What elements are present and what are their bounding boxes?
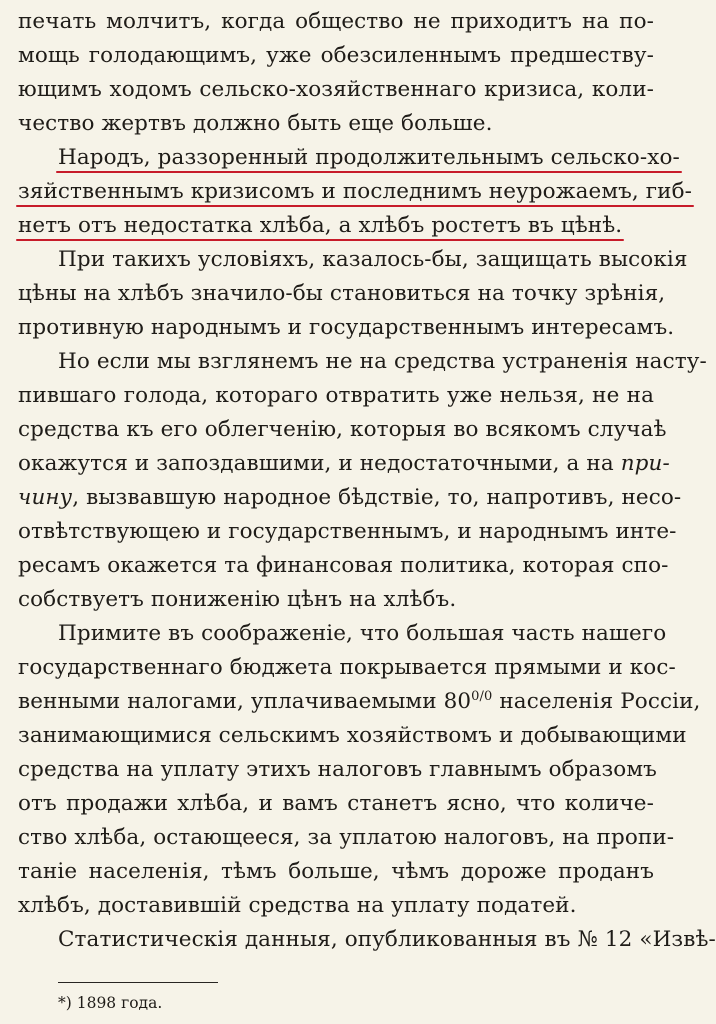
text-line: ресамъ окажется та финансовая политика, которая спо- [18,553,669,578]
text-line: цѣны на хлѣбъ значило-бы становиться на точку зрѣнія, [18,281,666,306]
text-line: Но если мы взглянемъ не на средства устраненія насту- [58,349,707,374]
text-line: Примите въ соображеніе, что большая часть нашего [58,621,667,646]
text-line [18,209,654,243]
footnote: *) 1898 года. [58,994,163,1012]
text-line [18,447,670,481]
text-line [18,175,692,209]
text-fragment: венными налогами, уплачиваемыми 80 [18,689,472,714]
italic-text: чину [18,485,73,510]
percent-sign: 0/0 [471,688,493,704]
text-line: чество жертвъ должно быть еще больше. [18,111,493,136]
text-line: ющимъ ходомъ сельско-хозяйственнаго кризиса, коли- [18,77,654,102]
highlighted-text: Народъ, раззоренный продолжительнымъ сельско-хо- [58,145,680,170]
text-line [58,141,680,175]
highlighted-text: зяйственнымъ кризисомъ и последнимъ неурожаемъ, гиб- [18,179,692,204]
footnote-rule [58,982,218,983]
text-line [18,481,682,515]
text-line: занимающимися сельскимъ хозяйствомъ и добывающими [18,723,687,748]
text-line: отвѣтствующею и государственнымъ, и народнымъ инте- [18,519,677,544]
text-line: пившаго голода, котораго отвратить уже нельзя, не на [18,383,654,408]
text-line: государственнаго бюджета покрывается прямыми и кос- [18,655,676,680]
text-line [18,685,701,719]
text-fragment: окажутся и запоздавшими, и недостаточными, а на [18,451,621,476]
text-line: таніе населенія, тѣмъ больше, чѣмъ дороже проданъ [18,859,654,884]
italic-text: при- [620,451,670,476]
text-line: отъ продажи хлѣба, и вамъ станетъ ясно, что количе- [18,791,654,816]
text-line: собствуетъ пониженію цѣнъ на хлѣбъ. [18,587,457,612]
text-line: При такихъ условіяхъ, казалось-бы, защищать высокія [58,247,688,272]
text-line: печать молчитъ, когда общество не приходитъ на по- [18,9,654,34]
text-line: хлѣбъ, доставившій средства на уплату податей. [18,893,577,918]
text-line: Статистическія данныя, опубликованныя въ № 12 «Извѣ- [58,927,716,952]
highlighted-text: нетъ отъ недостатка хлѣба, а хлѣбъ ростетъ въ цѣнѣ. [18,213,623,238]
text-fragment: , вызвавшую народное бѣдствіе, то, напротивъ, несо- [72,485,682,510]
text-line: ство хлѣба, остающееся, за уплатою налоговъ, на пропи- [18,825,675,850]
text-line: средства на уплату этихъ налоговъ главнымъ образомъ [18,757,657,782]
text-line: противную народнымъ и государственнымъ интересамъ. [18,315,675,340]
text-fragment: населенія Россіи, [492,689,701,714]
text-line: средства къ его облегченію, которыя во всякомъ случаѣ [18,417,667,442]
text-line: мощь голодающимъ, уже обезсиленнымъ предшеству- [18,43,654,68]
